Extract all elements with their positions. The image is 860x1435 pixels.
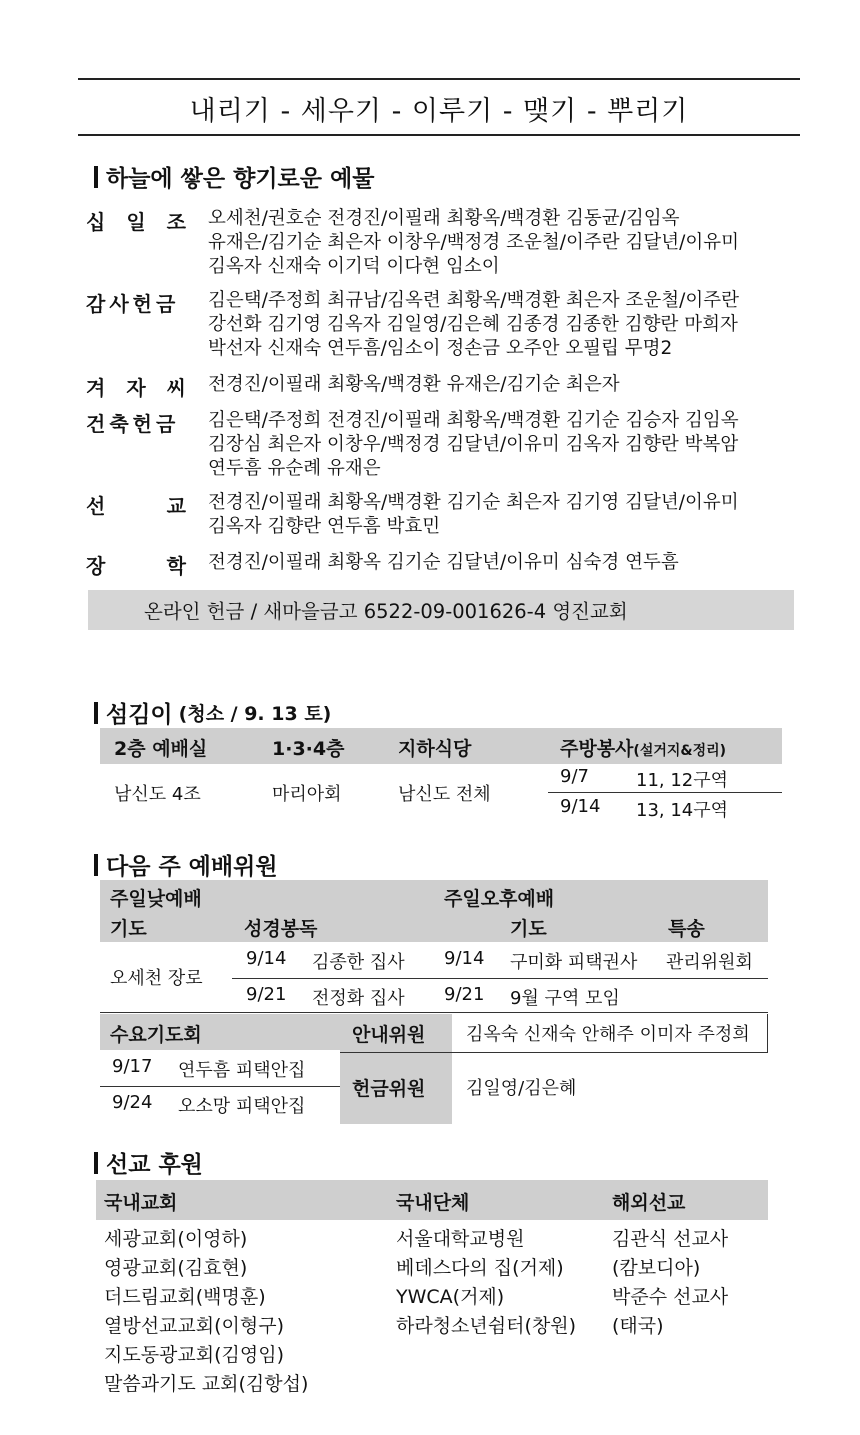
cell-134f: 마리아회 [272,784,342,805]
divider [232,978,768,979]
online-offering-banner: 온라인 헌금 / 새마을금고 6522-09-001626-4 영진교회 [88,590,794,630]
offering-names [208,551,808,575]
offering-names-line: 전경진/이필래 최황옥/백경환 유재은/김기순 최은자 [208,374,620,395]
header-ushers: 안내위원 [352,1024,426,1046]
offering-names-line: 김장심 최은자 이창우/백정경 김달년/이유미 김옥자 김향란 박복암 [208,434,739,455]
row-reader: 전정화 집사 [312,988,405,1009]
header-kitchen-text: 주방봉사 [560,738,634,760]
offering-category-label-part: 씨 [166,376,186,400]
row-date: 9/21 [246,984,287,1005]
list-item: 지도동광교회(김영임) [104,1344,285,1366]
serving-title-text: 섬김이 [106,702,173,728]
header-kitchen-note: (설거지&정리) [633,743,727,759]
offering-names-line: 유재은/김기순 최은자 이창우/백정경 조운철/이주란 김달년/이유미 [208,232,739,253]
wednesday-date: 9/17 [112,1056,153,1077]
section-bar [94,702,98,724]
offering-category-label-part: 장 [86,554,106,578]
ushers-names: 김옥숙 신재숙 안해주 이미자 주정희 [466,1024,750,1045]
motto: 내리기 - 세우기 - 이루기 - 맺기 - 뿌리기 [189,95,689,127]
offerings-title-text: 하늘에 쌓은 향기로운 예물 [106,166,375,192]
row-special: 관리위원회 [666,952,753,973]
offering-names [208,373,808,397]
offering-names-line: 전경진/이필래 최황옥/백경환 김기순 최은자 김기영 김달년/이유미 [208,492,739,513]
row-prayer: 구미화 피택권사 [510,952,638,973]
offering-category-label [86,550,186,579]
cell-2f-hall: 남신도 4조 [114,784,201,805]
header-2f-hall: 2층 예배실 [114,738,208,760]
offering-category-label-part: 조 [166,210,186,234]
list-item: 서울대학교병원 [396,1228,525,1250]
offering-names [208,207,808,279]
offering-names [208,491,808,539]
kitchen-date: 9/14 [560,796,601,817]
offering-team-names: 김일영/김은혜 [466,1078,577,1099]
morning-prayer: 오세천 장로 [110,968,203,989]
header-prayer-afternoon: 기도 [510,918,547,940]
list-item: 열방선교교회(이형구) [104,1315,285,1337]
row-date: 9/14 [246,948,287,969]
header-domestic-churches: 국내교회 [104,1192,178,1214]
offering-names-line: 박선자 신재숙 연두흠/임소이 정손금 오주안 오필립 무명2 [208,338,673,359]
offering-category-label-part: 십 [86,210,106,234]
list-item: 김관식 선교사 [612,1228,729,1250]
header-overseas: 해외선교 [612,1192,686,1214]
kitchen-zone: 13, 14구역 [636,800,729,821]
offering-category-label-part: 일 [126,210,146,234]
header-sunday-morning: 주일낮예배 [110,888,202,910]
offering-category-label [86,372,186,401]
kitchen-date: 9/7 [560,766,589,787]
offering-names [208,289,808,361]
offering-category-label-part: 겨 [86,376,106,400]
divider [548,792,782,793]
offering-category-label-part: 자 [126,376,146,400]
wednesday-date: 9/24 [112,1092,153,1113]
list-item: 세광교회(이영하) [104,1228,248,1250]
list-item: (캄보디아) [612,1257,701,1279]
offering-names-line: 강선화 김기영 김옥자 김일영/김은혜 김종경 김종한 김향란 마희자 [208,314,738,335]
list-item: 박준수 선교사 [612,1286,729,1308]
offering-category-label [86,408,186,437]
header-offering-team: 헌금위원 [352,1078,426,1100]
header-domestic-groups: 국내단체 [396,1192,470,1214]
worship-title [94,848,278,881]
row-date2: 9/14 [444,948,485,969]
offering-category-label [86,206,186,235]
section-bar [94,854,98,876]
offering-names-line: 김옥자 신재숙 이기덕 이다현 임소이 [208,256,500,277]
offering-category-label-part: 교 [166,494,186,518]
serving-subtitle: (청소 / 9. 13 토) [178,703,332,725]
section-bar [94,166,98,188]
offering-category-label [86,288,186,317]
offering-names-line: 전경진/이필래 최황옥 김기순 김달년/이유미 심숙경 연두흠 [208,552,679,573]
top-rule [78,78,800,80]
serving-title [94,696,331,729]
list-item: 더드림교회(백명훈) [104,1286,266,1308]
wednesday-name: 연두흠 피택안집 [178,1060,306,1081]
section-bar [94,1152,98,1174]
list-item: YWCA(거제) [396,1286,505,1308]
divider [100,1086,340,1087]
offering-names [208,409,808,481]
wednesday-name: 오소망 피택안집 [178,1096,306,1117]
offering-names-line: 김은택/주정희 전경진/이필래 최황옥/백경환 김기순 김승자 김임옥 [208,410,739,431]
header-basement: 지하식당 [398,738,472,760]
worship-title-text: 다음 주 예배위원 [106,854,278,880]
divider [100,1012,768,1013]
header-wednesday: 수요기도회 [110,1024,202,1046]
offering-names-line: 김옥자 김향란 연두흠 박효민 [208,516,441,537]
row-date2: 9/21 [444,984,485,1005]
kitchen-zone: 11, 12구역 [636,770,729,791]
offering-category-label [86,490,186,519]
offering-category-label-part: 선 [86,494,106,518]
header-special: 특송 [668,918,705,940]
header-reading: 성경봉독 [244,918,318,940]
bottom-rule [78,134,800,136]
offering-names-line: 오세천/권호순 전경진/이필래 최황옥/백경환 김동균/김임옥 [208,208,680,229]
list-item: (태국) [612,1315,664,1337]
row-prayer: 9월 구역 모임 [510,988,620,1009]
offerings-title [94,160,374,193]
header-sunday-afternoon: 주일오후예배 [444,888,555,910]
mission-title [94,1146,203,1179]
offering-category-label-text: 건축헌금 [86,412,180,436]
header-prayer: 기도 [110,918,147,940]
divider [767,1014,768,1052]
list-item: 영광교회(김효현) [104,1257,248,1279]
cell-basement: 남신도 전체 [398,784,491,805]
list-item: 베데스다의 집(거제) [396,1257,564,1279]
offering-category-label-text: 감사헌금 [86,292,180,316]
mission-title-text: 선교 후원 [106,1152,203,1178]
offering-names-line: 연두흠 유순례 유재은 [208,458,381,479]
offering-category-label-part: 학 [166,554,186,578]
offering-names-line: 김은택/주정희 최규남/김옥련 최황옥/백경환 최은자 조운철/이주란 [208,290,739,311]
header-134f: 1·3·4층 [272,738,345,760]
header-kitchen [560,734,726,761]
row-reader: 김종한 집사 [312,952,405,973]
list-item: 말씀과기도 교회(김항섭) [104,1373,309,1395]
list-item: 하라청소년쉼터(창원) [396,1315,577,1337]
divider [340,1052,768,1053]
